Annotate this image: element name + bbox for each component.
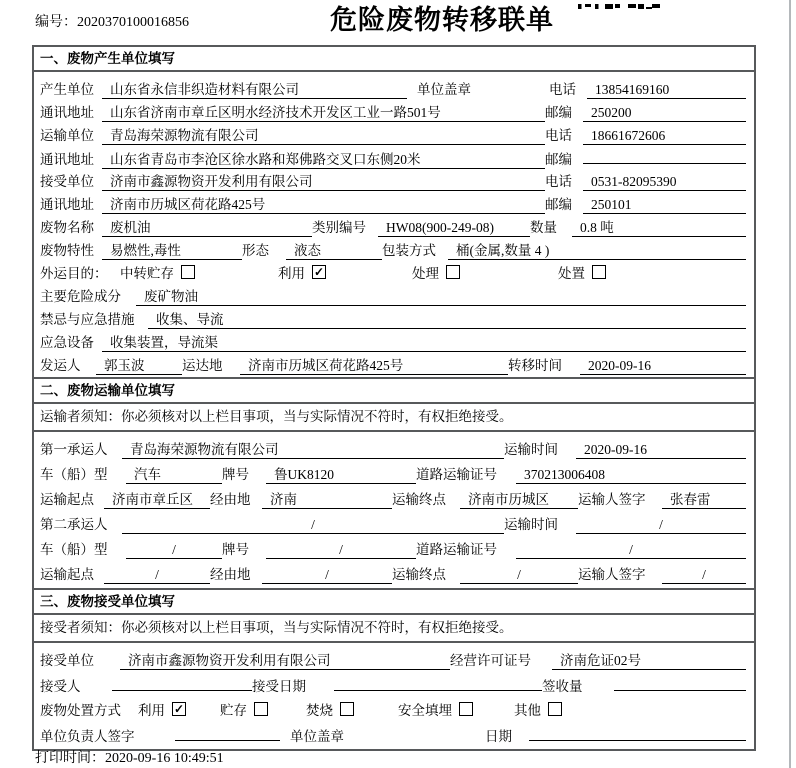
field-label: 外运目的： — [40, 266, 108, 281]
form-row — [40, 97, 748, 120]
document-number — [35, 11, 189, 31]
field-label: 邮编 — [545, 197, 572, 212]
destination: 济南市历城区荷花路425号 — [240, 358, 508, 375]
purpose-dispose-unchecked-icon — [592, 265, 606, 279]
transport-date-1: 2020-09-16 — [576, 442, 746, 459]
purpose-transfer-storage-group — [120, 262, 278, 282]
responsible-signature — [175, 724, 280, 741]
transporter-address: 山东省青岛市李沧区徐水路和郑佛路交叉口东侧20米 — [102, 152, 545, 169]
transport-endpoint-1: 济南市历城区 — [460, 492, 578, 509]
waste-quantity: 0.8 吨 — [572, 220, 746, 237]
form-row — [40, 235, 748, 258]
disposal-utilize-group — [138, 699, 220, 719]
waste-category-code: HW08(900-249-08) — [378, 220, 530, 237]
field-label: 第二承运人 — [40, 517, 108, 532]
field-label: 道路运输证号 — [416, 467, 497, 482]
receive-date — [334, 674, 542, 691]
field-label: 应急设备 — [40, 335, 94, 350]
field-label: 电话 — [545, 128, 572, 143]
form-row — [40, 534, 748, 559]
hazard-components: 废矿物油 — [136, 289, 746, 306]
field-label: 接受单位 — [40, 653, 94, 668]
field-label: 邮编 — [545, 152, 572, 167]
transport-date-2: / — [576, 517, 746, 534]
page-edge-line — [789, 0, 791, 768]
packaging-method: 桶(金属,数量 4 ) — [448, 243, 746, 260]
purpose-treat-label: 处理 — [412, 266, 439, 281]
field-label: 经营许可证号 — [450, 653, 531, 668]
form-row — [40, 459, 748, 484]
field-label: 形态 — [242, 243, 269, 258]
disposal-incinerate-group — [306, 699, 398, 719]
purpose-treat-unchecked-icon — [446, 265, 460, 279]
receiver-person — [112, 674, 252, 691]
received-amount — [614, 674, 746, 691]
page-title: 危险废物转移联单 — [330, 5, 554, 35]
form-row — [40, 74, 748, 97]
field-label: 日期 — [485, 729, 512, 744]
carrier-signature-1: 张春雷 — [662, 492, 746, 509]
transport-endpoint-2: / — [460, 567, 578, 584]
second-carrier: / — [122, 517, 504, 534]
first-carrier: 青岛海荣源物流有限公司 — [122, 442, 504, 459]
disposal-landfill-group — [398, 699, 514, 719]
purpose-transfer-storage-label: 中转贮存 — [120, 266, 174, 281]
field-label: 包装方式 — [382, 243, 436, 258]
purpose-dispose-label: 处置 — [558, 266, 585, 281]
disposal-landfill-label: 安全填埋 — [398, 703, 452, 718]
section-body-transporter — [34, 432, 754, 588]
unit-stamp-label: 单位盖章 — [417, 82, 471, 97]
purpose-treat-group — [412, 262, 558, 282]
form-row — [40, 304, 748, 327]
field-label: 运输起点 — [40, 567, 94, 582]
form-row — [40, 720, 748, 745]
purpose-utilize-checked-icon: ✓ — [313, 265, 325, 279]
receiver-unit: 济南市鑫源物资开发利用有限公司 — [102, 174, 545, 191]
disposal-utilize-checked-icon: ✓ — [173, 702, 185, 716]
print-time-label: 打印时间： — [35, 751, 105, 766]
receiver-postcode: 250101 — [583, 197, 746, 214]
form-row — [40, 258, 748, 281]
plate-number-2: / — [266, 542, 416, 559]
field-label: 废物名称 — [40, 220, 94, 235]
disposal-other-label: 其他 — [514, 703, 541, 718]
field-label: 通讯地址 — [40, 152, 94, 167]
section-receiver — [34, 590, 754, 749]
waste-form: 液态 — [286, 243, 382, 260]
disposal-other-unchecked-icon — [548, 702, 562, 716]
print-time — [35, 747, 224, 767]
section-notice-receiver: 接受者须知：你必须核对以上栏目事项，当与实际情况不符时，有权拒绝接受。 — [34, 615, 754, 643]
field-label: 牌号 — [222, 467, 249, 482]
form-row — [40, 350, 748, 373]
disposal-store-unchecked-icon — [254, 702, 268, 716]
field-label: 接受单位 — [40, 174, 94, 189]
field-label: 接受人 — [40, 679, 81, 694]
field-label: 运输单位 — [40, 128, 94, 143]
transporter-postcode — [583, 147, 746, 164]
field-label: 单位负责人签字 — [40, 729, 135, 744]
section-producer — [34, 47, 754, 379]
field-label: 接受日期 — [252, 679, 306, 694]
emergency-equipment: 收集装置，导流渠 — [102, 335, 746, 352]
purpose-dispose-group — [558, 262, 748, 282]
disposal-landfill-unchecked-icon — [459, 702, 473, 716]
waste-characteristics: 易燃性,毒性 — [102, 243, 242, 260]
section-title-producer: 一、废物产生单位填写 — [34, 47, 754, 72]
disposal-incinerate-unchecked-icon — [340, 702, 354, 716]
form-row — [40, 484, 748, 509]
form-row — [40, 327, 748, 350]
disposal-store-label: 贮存 — [220, 703, 247, 718]
field-label: 数量 — [530, 220, 557, 235]
form-row — [40, 212, 748, 235]
producer-postcode: 250200 — [583, 105, 746, 122]
carrier-signature-2: / — [662, 567, 746, 584]
transfer-date: 2020-09-16 — [580, 358, 746, 375]
consignor-name: 郭玉波 — [96, 358, 182, 375]
field-label: 车（船）型 — [40, 467, 108, 482]
field-label: 运输人签字 — [578, 492, 646, 507]
field-label: 运输起点 — [40, 492, 94, 507]
form-row — [40, 281, 748, 304]
road-transport-permit-1: 370213006408 — [516, 467, 746, 484]
section-body-producer — [34, 72, 754, 377]
form-row — [40, 670, 748, 695]
manifest-form — [32, 45, 756, 751]
field-label: 通讯地址 — [40, 197, 94, 212]
receiving-unit: 济南市鑫源物资开发利用有限公司 — [120, 653, 450, 670]
receiver-phone: 0531-82095390 — [583, 174, 746, 191]
disposal-utilize-label: 利用 — [138, 703, 165, 718]
purpose-transfer-storage-unchecked-icon — [181, 265, 195, 279]
receiver-address: 济南市历城区荷花路425号 — [102, 197, 545, 214]
operation-license-number: 济南危证02号 — [552, 653, 746, 670]
section-transporter — [34, 379, 754, 590]
vehicle-type-1: 汽车 — [126, 467, 222, 484]
form-row — [40, 143, 748, 166]
field-label: 电话 — [545, 174, 572, 189]
disposal-other-group — [514, 699, 748, 719]
field-label: 车（船）型 — [40, 542, 108, 557]
form-row — [40, 695, 748, 720]
unit-stamp-label-2: 单位盖章 — [290, 729, 344, 744]
stamp-date — [529, 724, 746, 741]
field-label: 运输终点 — [392, 567, 446, 582]
field-label: 牌号 — [222, 542, 249, 557]
field-label: 邮编 — [545, 105, 572, 120]
purpose-utilize-group — [278, 262, 412, 282]
field-label: 禁忌与应急措施 — [40, 312, 135, 327]
field-label: 通讯地址 — [40, 105, 94, 120]
field-label: 运达地 — [182, 358, 223, 373]
form-row — [40, 645, 748, 670]
producer-phone: 13854169160 — [587, 82, 746, 99]
emergency-measures: 收集、导流 — [148, 312, 746, 329]
form-row — [40, 509, 748, 534]
plate-number-1: 鲁UK8120 — [266, 467, 416, 484]
vehicle-type-2: / — [126, 542, 222, 559]
field-label: 转移时间 — [508, 358, 562, 373]
qr-code-icon — [578, 0, 660, 9]
form-row — [40, 434, 748, 459]
transport-via-1: 济南 — [262, 492, 392, 509]
transport-origin-2: / — [104, 567, 210, 584]
field-label: 运输人签字 — [578, 567, 646, 582]
section-title-receiver: 三、废物接受单位填写 — [34, 590, 754, 615]
field-label: 产生单位 — [40, 82, 94, 97]
document-number-value: 2020370100016856 — [77, 15, 189, 30]
field-label: 废物处置方式 — [40, 703, 121, 718]
section-notice-transporter: 运输者须知：你必须核对以上栏目事项，当与实际情况不符时，有权拒绝接受。 — [34, 404, 754, 432]
field-label: 废物特性 — [40, 243, 94, 258]
field-label: 主要危险成分 — [40, 289, 121, 304]
disposal-store-group — [220, 699, 306, 719]
field-label: 经由地 — [210, 492, 251, 507]
road-transport-permit-2: / — [516, 542, 746, 559]
producer-address: 山东省济南市章丘区明水经济技术开发区工业一路501号 — [102, 105, 545, 122]
field-label: 第一承运人 — [40, 442, 108, 457]
field-label: 运输时间 — [504, 517, 558, 532]
field-label: 发运人 — [40, 358, 81, 373]
field-label: 经由地 — [210, 567, 251, 582]
transporter-unit: 青岛海荣源物流有限公司 — [102, 128, 545, 145]
field-label: 签收量 — [542, 679, 583, 694]
section-body-receiver — [34, 643, 754, 749]
transporter-phone: 18661672606 — [583, 128, 746, 145]
purpose-utilize-label: 利用 — [278, 266, 305, 281]
document-number-label: 编号： — [35, 15, 77, 30]
field-label: 道路运输证号 — [416, 542, 497, 557]
form-row — [40, 166, 748, 189]
transport-via-2: / — [262, 567, 392, 584]
field-label: 电话 — [549, 82, 576, 97]
form-row — [40, 120, 748, 143]
form-row — [40, 559, 748, 584]
form-row — [40, 189, 748, 212]
waste-name: 废机油 — [102, 220, 312, 237]
transport-origin-1: 济南市章丘区 — [104, 492, 210, 509]
print-time-value: 2020-09-16 10:49:51 — [105, 751, 224, 766]
disposal-incinerate-label: 焚烧 — [306, 703, 333, 718]
field-label: 运输时间 — [504, 442, 558, 457]
field-label: 运输终点 — [392, 492, 446, 507]
field-label: 类别编号 — [312, 220, 366, 235]
section-title-transporter: 二、废物运输单位填写 — [34, 379, 754, 404]
producer-unit: 山东省永信非织造材料有限公司 — [102, 82, 407, 99]
